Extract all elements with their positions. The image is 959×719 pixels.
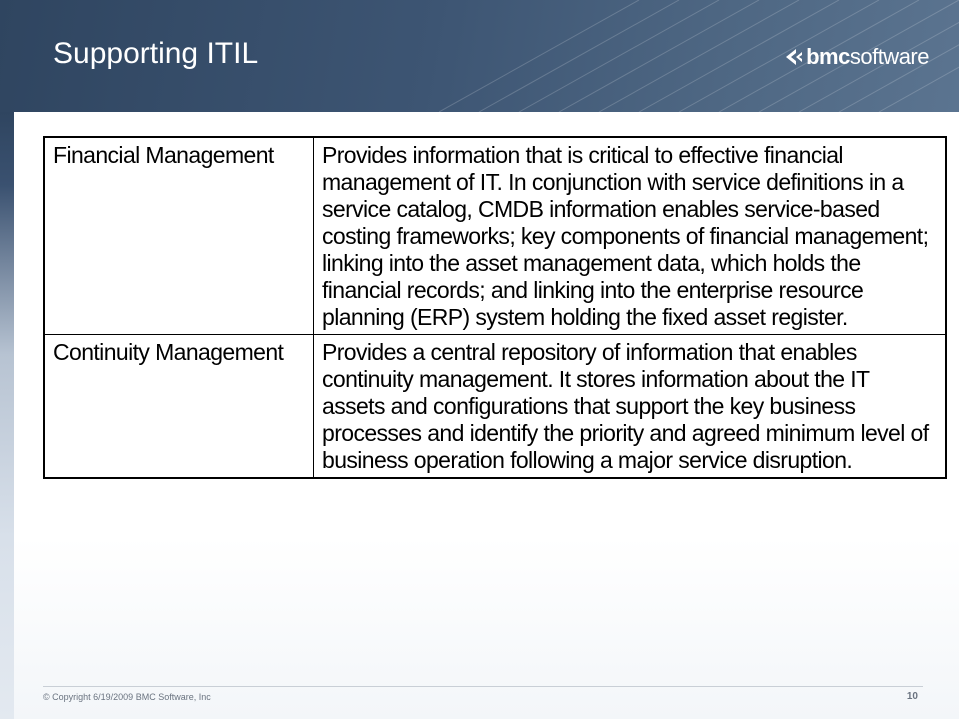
itil-process-table: [43, 136, 947, 479]
process-name-cell: Continuity Management: [44, 335, 314, 479]
copyright-text: © Copyright 6/19/2009 BMC Software, Inc: [43, 692, 211, 702]
process-description-cell: Provides a central repository of information that enables continuity management. It stores information about the IT assets and configurations that support the key business processes and identify the priority and agreed minimum level of business operation following a major service disruption.: [314, 335, 947, 479]
table-row: [44, 335, 946, 479]
logo-text: [806, 44, 929, 70]
bmc-logo: [784, 44, 929, 70]
slide-header: [0, 0, 959, 112]
process-description-cell: Provides information that is critical to effective financial management of IT. In conjunction with service definitions in a service catalog, CMDB information enables service-based costing frameworks; key components of financial management; linking into the asset management data, which holds the financial records; and linking into the enterprise resource planning (ERP) system holding the fixed asset register.: [314, 137, 947, 335]
footer-divider: [43, 686, 923, 687]
bmc-chevron-icon: [784, 47, 804, 67]
logo-text-regular: software: [849, 44, 929, 69]
page-number: 10: [906, 691, 918, 702]
left-accent-strip: [0, 112, 14, 719]
logo-text-bold: bmc: [806, 44, 850, 69]
process-name-cell: Financial Management: [44, 137, 314, 335]
table-row: [44, 137, 946, 335]
slide-title: Supporting ITIL: [53, 37, 259, 70]
